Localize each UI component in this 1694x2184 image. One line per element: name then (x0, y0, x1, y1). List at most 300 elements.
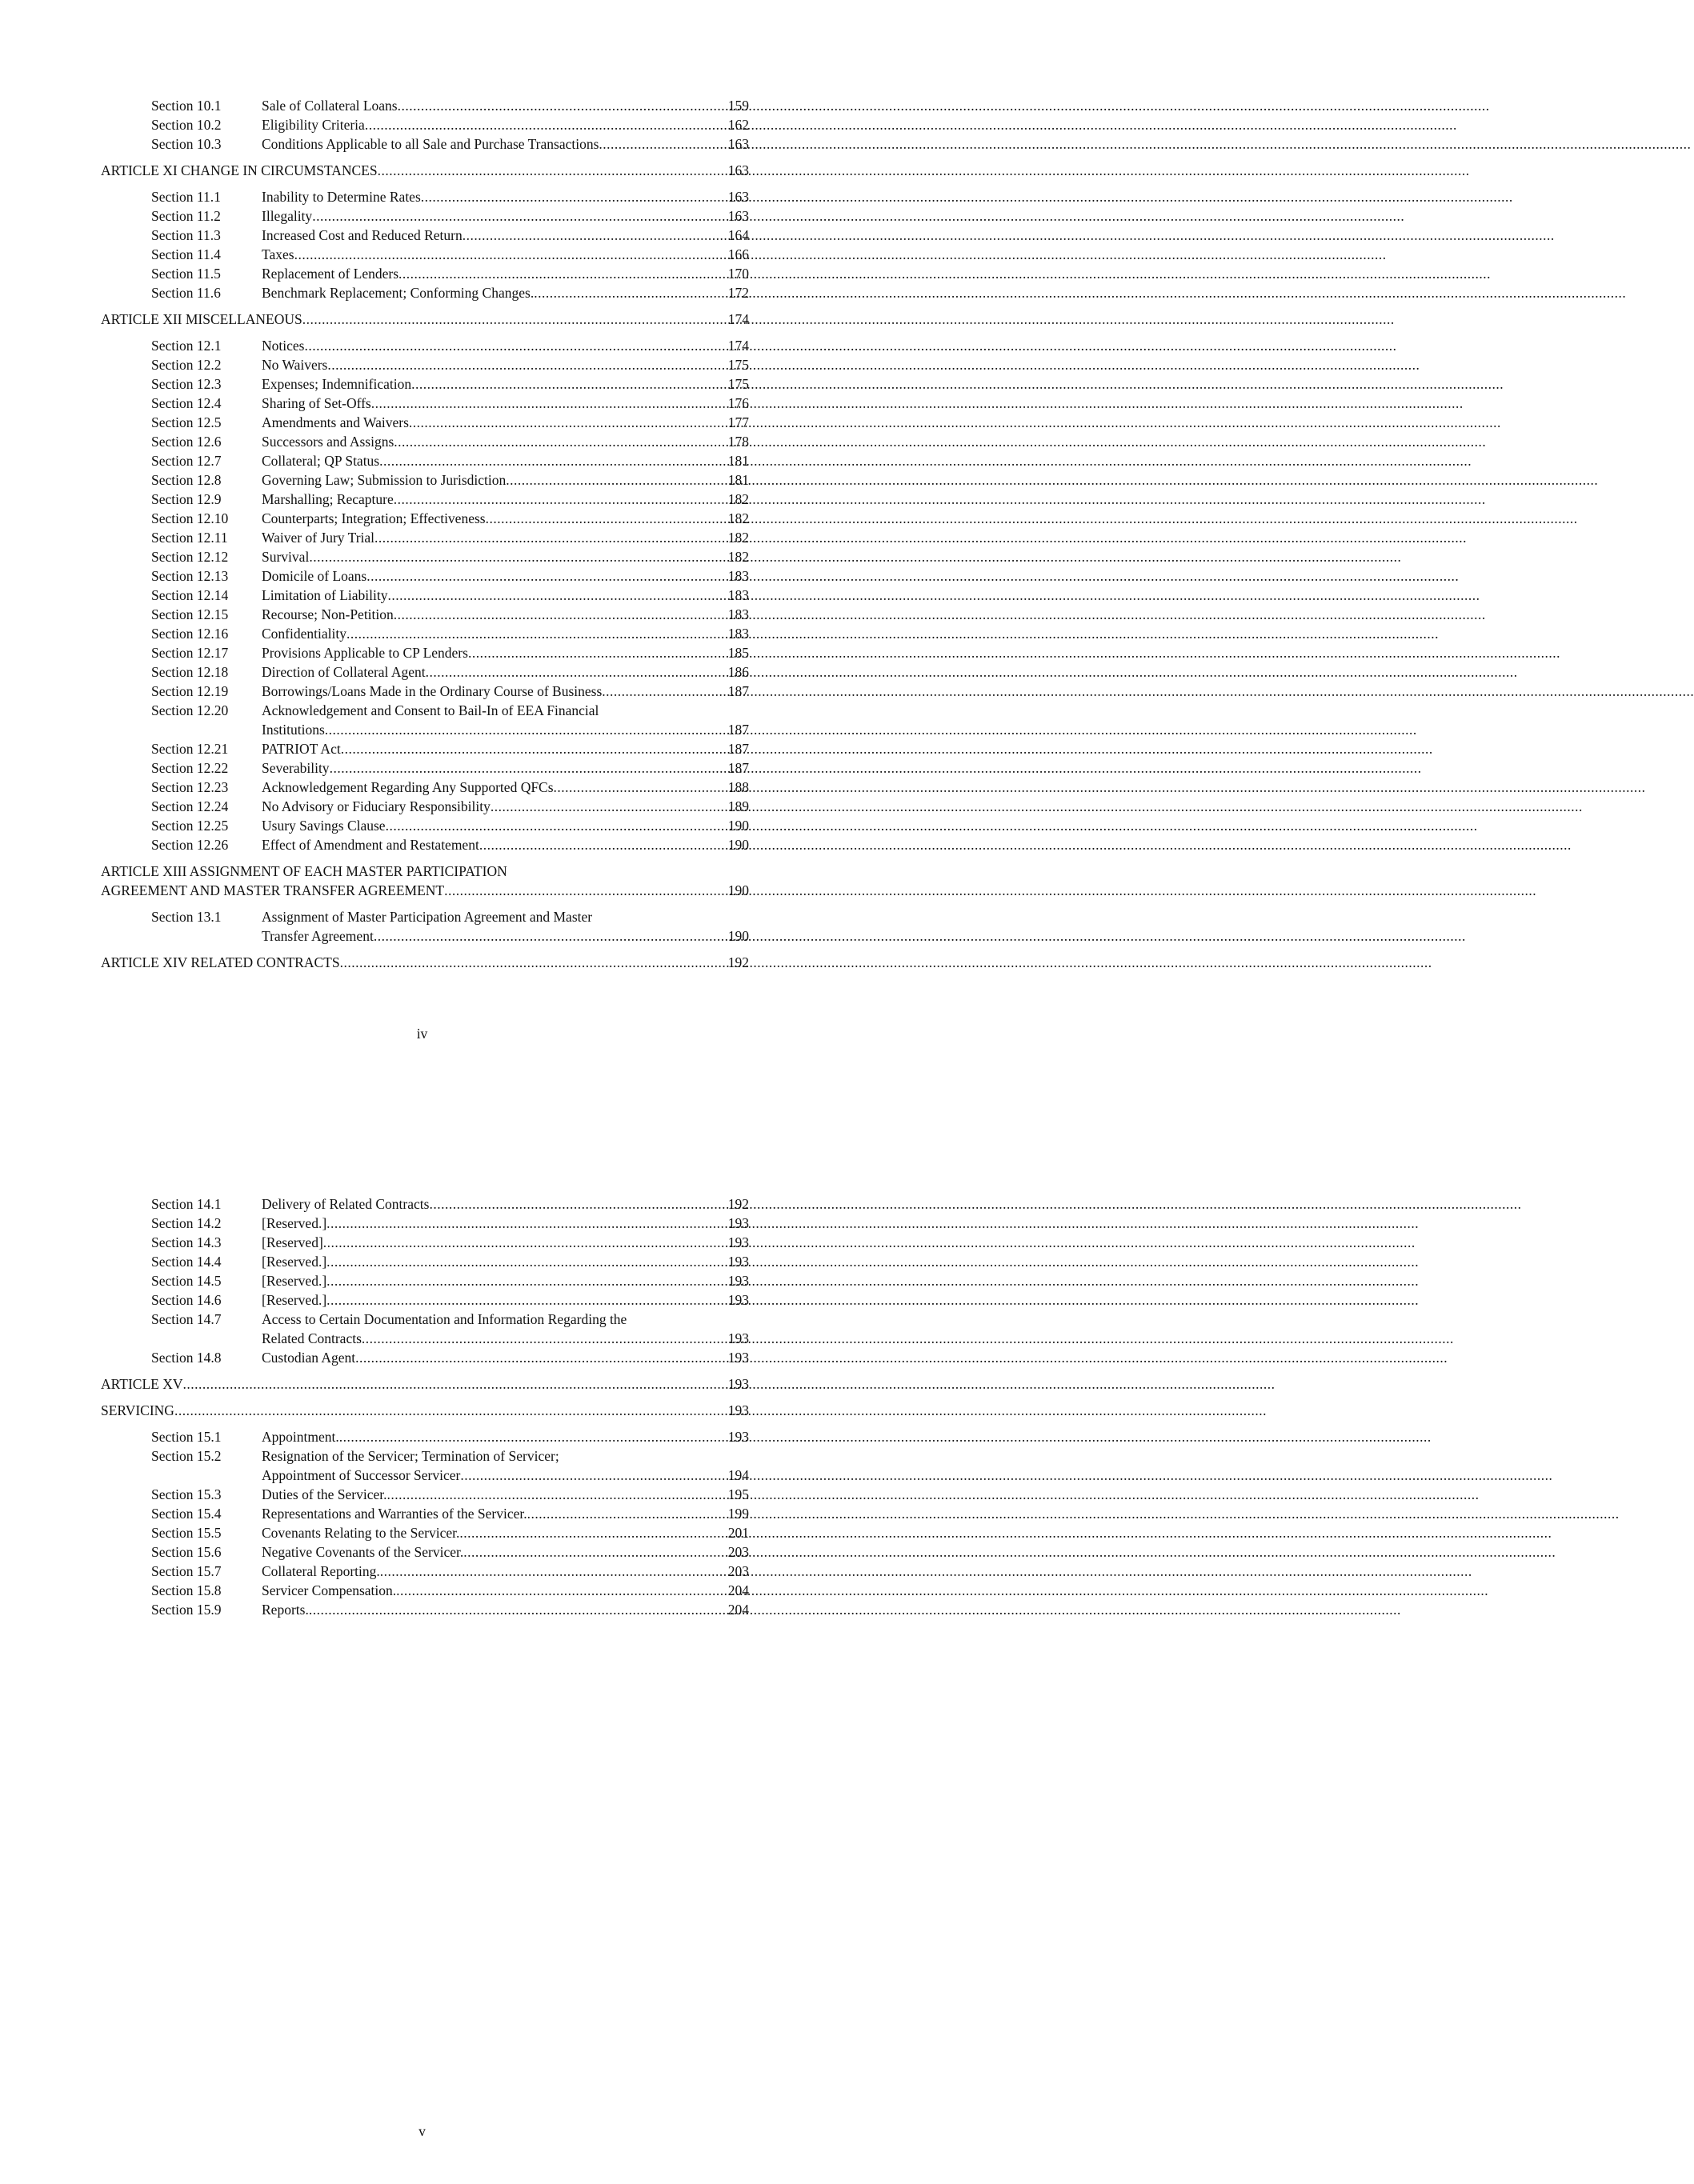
section-number: Section 14.6 (151, 1292, 222, 1308)
entry-title: Domicile of Loans (262, 568, 367, 584)
entry-title: Survival (262, 549, 310, 565)
entry-page-number: 193 (727, 1429, 749, 1445)
entry-page-number: 193 (727, 1254, 749, 1270)
dot-leader (468, 643, 727, 662)
entry-title: Appointment. (262, 1429, 339, 1445)
toc-section-entry (101, 739, 749, 758)
section-number: Section 11.5 (151, 266, 221, 282)
entry-page-number: 193 (727, 1402, 749, 1418)
entry-page-number: 190 (727, 837, 749, 853)
toc-section-entry (101, 835, 749, 854)
section-number: Section 12.15 (151, 606, 229, 622)
toc-leader-line (262, 96, 749, 115)
toc-leader-line (262, 682, 749, 701)
toc-leader-line (262, 739, 749, 758)
toc-section-entry (101, 451, 749, 470)
section-body (262, 1581, 749, 1600)
toc-section-entry (101, 605, 749, 624)
dot-leader (486, 509, 727, 528)
entry-page-number: 204 (727, 1602, 749, 1618)
section-body (262, 1523, 749, 1542)
dot-leader (479, 835, 727, 854)
toc-leader-line (262, 187, 749, 206)
section-body (262, 509, 749, 528)
entry-page-number: 193 (727, 1292, 749, 1308)
toc-section-entry (101, 374, 749, 394)
toc-section-entry (101, 547, 749, 566)
toc-leader-line (262, 394, 749, 413)
toc-leader-line (262, 490, 749, 509)
entry-page-number: 170 (727, 266, 749, 282)
entry-title: Increased Cost and Reduced Return (262, 227, 463, 243)
toc-section-entry (101, 394, 749, 413)
toc-section-entry (101, 1271, 749, 1290)
dot-leader (182, 1374, 727, 1394)
entry-title-line: Assignment of Master Participation Agreement and Master (262, 909, 593, 925)
section-body (262, 374, 749, 394)
toc-article-entry (101, 862, 749, 900)
section-number: Section 15.4 (151, 1506, 222, 1522)
entry-page-number: 186 (727, 664, 749, 680)
entry-page-number: 190 (727, 928, 749, 944)
dot-leader (323, 1233, 727, 1252)
toc-section-entry (101, 1348, 749, 1367)
section-body (262, 1542, 749, 1562)
entry-title: Replacement of Lenders (262, 266, 399, 282)
entry-title: No Waivers (262, 357, 328, 373)
entry-page-number: 193 (727, 1350, 749, 1366)
dot-leader (327, 355, 727, 374)
entry-title: Waiver of Jury Trial (262, 530, 375, 546)
section-number: Section 12.23 (151, 779, 229, 795)
toc-leader-line (262, 134, 749, 154)
toc-leader-line (262, 778, 749, 797)
section-body (262, 283, 749, 302)
toc-section-entry (101, 1542, 749, 1562)
dot-leader (527, 1504, 727, 1523)
entry-page-number: 192 (727, 1196, 749, 1212)
toc-leader-line (262, 336, 749, 355)
entry-page-number: 183 (727, 568, 749, 584)
entry-title-line: Access to Certain Documentation and Information Regarding the (262, 1311, 627, 1327)
section-body (262, 643, 749, 662)
entry-page-number: 199 (727, 1506, 749, 1522)
entry-title: ARTICLE XV (101, 1376, 183, 1392)
dot-leader (302, 310, 727, 329)
entry-page-number: 163 (727, 208, 749, 224)
toc-leader-line (262, 264, 749, 283)
entry-page-number: 189 (727, 798, 749, 814)
entry-title: PATRIOT Act (262, 741, 341, 757)
dot-leader (374, 926, 727, 946)
entry-page-number: 187 (727, 683, 749, 699)
dot-leader (534, 283, 727, 302)
dot-leader (379, 451, 727, 470)
section-body (262, 355, 749, 374)
dot-leader (396, 1581, 727, 1600)
entry-page-number: 187 (727, 760, 749, 776)
section-body (262, 1233, 749, 1252)
toc-section-entry (101, 96, 749, 115)
entry-page-number: 163 (727, 136, 749, 152)
section-body (262, 701, 749, 739)
entry-page-number: 193 (727, 1330, 749, 1346)
entry-title: AGREEMENT AND MASTER TRANSFER AGREEMENT (101, 882, 445, 898)
section-number: Section 12.13 (151, 568, 229, 584)
entry-title: Custodian Agent (262, 1350, 356, 1366)
dot-leader (378, 161, 727, 180)
section-number: Section 14.1 (151, 1196, 222, 1212)
dot-leader (463, 226, 727, 245)
toc-leader-line (262, 1581, 749, 1600)
dot-leader (394, 490, 727, 509)
section-number: Section 11.4 (151, 246, 221, 262)
toc-section-entry (101, 206, 749, 226)
entry-title: Covenants Relating to the Servicer. (262, 1525, 460, 1541)
toc-section-entry (101, 490, 749, 509)
dot-leader (444, 881, 727, 900)
toc-section-entry (101, 1485, 749, 1504)
section-number: Section 10.1 (151, 98, 222, 114)
entry-title: Provisions Applicable to CP Lenders (262, 645, 468, 661)
section-number: Section 12.26 (151, 837, 229, 853)
toc-leader-line (262, 1348, 749, 1367)
section-number: Section 15.5 (151, 1525, 222, 1541)
toc-leader-line (262, 566, 749, 586)
section-body (262, 528, 749, 547)
dot-leader (309, 547, 727, 566)
toc-section-entry (101, 283, 749, 302)
entry-page-number: 182 (727, 510, 749, 526)
section-number: Section 13.1 (151, 909, 222, 925)
section-number: Section 12.20 (151, 702, 229, 718)
entry-title: Limitation of Liability (262, 587, 388, 603)
entry-title: Notices (262, 338, 305, 354)
dot-leader (325, 720, 727, 739)
entry-title: Servicer Compensation. (262, 1582, 397, 1598)
section-body (262, 547, 749, 566)
section-number: Section 14.4 (151, 1254, 222, 1270)
toc-leader-line (262, 547, 749, 566)
dot-leader (380, 1562, 727, 1581)
entry-page-number: 193 (727, 1215, 749, 1231)
dot-leader (411, 374, 727, 394)
dot-leader (599, 134, 727, 154)
toc-leader-line (262, 432, 749, 451)
toc-leader-line (101, 1401, 749, 1420)
entry-page-number: 166 (727, 246, 749, 262)
dot-leader (371, 394, 727, 413)
toc-section-entry (101, 470, 749, 490)
section-body (262, 566, 749, 586)
toc-leader-line (262, 374, 749, 394)
dot-leader (554, 778, 727, 797)
section-body (262, 1562, 749, 1581)
section-body (262, 1446, 749, 1485)
entry-title: Duties of the Servicer. (262, 1486, 387, 1502)
toc-leader-line (262, 226, 749, 245)
entry-page-number: 183 (727, 626, 749, 642)
section-body (262, 96, 749, 115)
dot-leader (602, 682, 727, 701)
toc-leader-line (101, 310, 749, 329)
toc-section-entry (101, 226, 749, 245)
entry-title: Taxes (262, 246, 294, 262)
section-body (262, 682, 749, 701)
toc-leader-line (101, 1374, 749, 1394)
entry-title: Confidentiality (262, 626, 346, 642)
entry-title: Direction of Collateral Agent (262, 664, 426, 680)
section-number: Section 15.3 (151, 1486, 222, 1502)
dot-leader (341, 739, 727, 758)
entry-page-number: 181 (727, 453, 749, 469)
section-number: Section 12.3 (151, 376, 222, 392)
section-body (262, 226, 749, 245)
entry-title: No Advisory or Fiduciary Responsibility (262, 798, 491, 814)
entry-title: Illegality (262, 208, 313, 224)
dot-leader (355, 1348, 727, 1367)
toc-leader-line (262, 662, 749, 682)
toc-section-entry (101, 1252, 749, 1271)
section-body (262, 134, 749, 154)
section-number: Section 12.19 (151, 683, 229, 699)
section-body (262, 662, 749, 682)
toc-leader-line (101, 161, 749, 180)
entry-title: Negative Covenants of the Servicer. (262, 1544, 464, 1560)
dot-leader (463, 1542, 727, 1562)
toc-leader-line (262, 451, 749, 470)
section-body (262, 1427, 749, 1446)
toc-section-entry (101, 528, 749, 547)
section-number: Section 14.3 (151, 1234, 222, 1250)
toc-section-entry (101, 701, 749, 739)
entry-page-number: 193 (727, 1376, 749, 1392)
toc-leader-line (262, 643, 749, 662)
toc-leader-line (262, 926, 749, 946)
section-number: Section 11.3 (151, 227, 221, 243)
section-number: Section 14.2 (151, 1215, 222, 1231)
section-number: Section 12.12 (151, 549, 229, 565)
entry-title: [Reserved.] (262, 1292, 327, 1308)
entry-page-number: 204 (727, 1582, 749, 1598)
entry-title: Institutions (262, 722, 325, 738)
entry-title: Conditions Applicable to all Sale and Purchase Transactions (262, 136, 599, 152)
toc-leader-line (262, 1214, 749, 1233)
toc-leader-line (262, 1194, 749, 1214)
toc-leader-line (101, 953, 749, 972)
toc-leader-line (262, 1562, 749, 1581)
dot-leader (374, 528, 727, 547)
section-body (262, 758, 749, 778)
toc-leader-line (262, 586, 749, 605)
section-number: Section 12.24 (151, 798, 229, 814)
entry-title: Expenses; Indemnification (262, 376, 412, 392)
toc-leader-line (262, 1290, 749, 1310)
entry-title: Effect of Amendment and Restatement (262, 837, 479, 853)
section-body (262, 1600, 749, 1619)
entry-page-number: 175 (727, 357, 749, 373)
section-number: Section 12.11 (151, 530, 228, 546)
section-number: Section 12.2 (151, 357, 222, 373)
toc-leader-line (262, 355, 749, 374)
section-number: Section 15.8 (151, 1582, 222, 1598)
toc-leader-line (262, 720, 749, 739)
entry-title: Governing Law; Submission to Jurisdiction (262, 472, 507, 488)
section-body (262, 264, 749, 283)
toc-leader-line (262, 1542, 749, 1562)
toc-section-entry (101, 413, 749, 432)
dot-leader (398, 264, 727, 283)
entry-page-number: 203 (727, 1563, 749, 1579)
section-number: Section 12.21 (151, 741, 229, 757)
dot-leader (312, 206, 727, 226)
section-body (262, 187, 749, 206)
entry-title-line: Acknowledgement and Consent to Bail-In of EEA Financial (262, 702, 599, 718)
entry-title: SERVICING (101, 1402, 174, 1418)
dot-leader (421, 187, 727, 206)
toc-section-entry (101, 778, 749, 797)
entry-page-number: 194 (727, 1467, 749, 1483)
section-body (262, 470, 749, 490)
entry-title: Delivery of Related Contracts (262, 1196, 430, 1212)
toc-leader-line (262, 245, 749, 264)
entry-title: Recourse; Non-Petition (262, 606, 394, 622)
toc-section-entry (101, 134, 749, 154)
dot-leader (394, 432, 727, 451)
entry-title: Inability to Determine Rates (262, 189, 421, 205)
toc-section-entry (101, 1523, 749, 1542)
entry-title: [Reserved.] (262, 1273, 327, 1289)
section-body (262, 1271, 749, 1290)
toc-leader-line (262, 528, 749, 547)
entry-page-number: 187 (727, 741, 749, 757)
toc-section-entry (101, 566, 749, 586)
toc-section-entry (101, 1194, 749, 1214)
entry-title: [Reserved] (262, 1234, 323, 1250)
section-number: Section 12.6 (151, 434, 222, 450)
section-number: Section 11.2 (151, 208, 221, 224)
section-number: Section 12.18 (151, 664, 229, 680)
section-body (262, 624, 749, 643)
dot-leader (304, 336, 727, 355)
dot-leader (506, 470, 727, 490)
section-body (262, 245, 749, 264)
entry-page-number: 159 (727, 98, 749, 114)
section-number: Section 14.7 (151, 1311, 222, 1327)
dot-leader (346, 624, 727, 643)
toc-leader-line (262, 1271, 749, 1290)
toc-section-entry (101, 1581, 749, 1600)
entry-title: Appointment of Successor Servicer (262, 1467, 461, 1483)
dot-leader (429, 1194, 727, 1214)
toc-section-entry (101, 758, 749, 778)
toc-section-entry (101, 1562, 749, 1581)
entry-page-number: 188 (727, 779, 749, 795)
section-number: Section 12.22 (151, 760, 229, 776)
entry-title: ARTICLE XI CHANGE IN CIRCUMSTANCES (101, 162, 378, 178)
entry-title: Collateral Reporting. (262, 1563, 380, 1579)
toc-leader-line (262, 797, 749, 816)
section-number: Section 15.2 (151, 1448, 222, 1464)
section-number: Section 15.7 (151, 1563, 222, 1579)
page-number: v (418, 2123, 426, 2139)
toc-leader-line (262, 283, 749, 302)
toc-leader-line (262, 1329, 749, 1348)
section-body (262, 336, 749, 355)
toc-section-entry (101, 187, 749, 206)
entry-title: [Reserved.] (262, 1254, 327, 1270)
toc-section-entry (101, 1446, 749, 1485)
entry-title: Usury Savings Clause (262, 818, 386, 834)
dot-leader (409, 413, 727, 432)
section-body (262, 490, 749, 509)
dot-leader (340, 953, 727, 972)
section-body (262, 605, 749, 624)
toc-leader-line (262, 758, 749, 778)
toc-leader-line (262, 115, 749, 134)
dot-leader (491, 797, 727, 816)
section-body (262, 394, 749, 413)
toc-leader-line (262, 206, 749, 226)
entry-page-number: 193 (727, 1273, 749, 1289)
section-number: Section 11.6 (151, 285, 221, 301)
dot-leader (339, 1427, 727, 1446)
entry-page-number: 183 (727, 587, 749, 603)
page-number: iv (416, 1026, 428, 1042)
toc-section-entry (101, 1310, 749, 1348)
entry-page-number: 182 (727, 491, 749, 507)
entry-page-number: 162 (727, 117, 749, 133)
toc-section-entry (101, 355, 749, 374)
toc-leader-line (262, 1600, 749, 1619)
toc-section-entry (101, 1214, 749, 1233)
section-number: Section 12.9 (151, 491, 222, 507)
toc-section-entry (101, 586, 749, 605)
section-body (262, 206, 749, 226)
entry-page-number: 176 (727, 395, 749, 411)
section-body (262, 413, 749, 432)
dot-leader (459, 1523, 727, 1542)
section-body (262, 1310, 749, 1348)
entry-page-number: 177 (727, 414, 749, 430)
section-body (262, 1194, 749, 1214)
section-number: Section 12.5 (151, 414, 222, 430)
entry-page-number: 190 (727, 818, 749, 834)
entry-page-number: 185 (727, 645, 749, 661)
entry-page-number: 203 (727, 1544, 749, 1560)
toc-leader-line (262, 624, 749, 643)
section-number: Section 12.16 (151, 626, 229, 642)
entry-title: ARTICLE XIV RELATED CONTRACTS (101, 954, 340, 970)
entry-page-number: 181 (727, 472, 749, 488)
toc-leader-line (262, 1523, 749, 1542)
entry-title: Related Contracts (262, 1330, 362, 1346)
toc-section-entry (101, 624, 749, 643)
entry-page-number: 175 (727, 376, 749, 392)
section-number: Section 12.14 (151, 587, 229, 603)
entry-title: Counterparts; Integration; Effectiveness (262, 510, 486, 526)
section-number: Section 14.5 (151, 1273, 222, 1289)
section-number: Section 12.17 (151, 645, 229, 661)
section-number: Section 12.25 (151, 818, 229, 834)
entry-title-line: Resignation of the Servicer; Termination of Servicer; (262, 1448, 559, 1464)
entry-title: [Reserved.] (262, 1215, 327, 1231)
toc-article-entry (101, 1374, 749, 1394)
dot-leader (174, 1401, 727, 1420)
section-number: Section 15.9 (151, 1602, 222, 1618)
toc-section-entry (101, 1600, 749, 1619)
entry-page-number: 164 (727, 227, 749, 243)
